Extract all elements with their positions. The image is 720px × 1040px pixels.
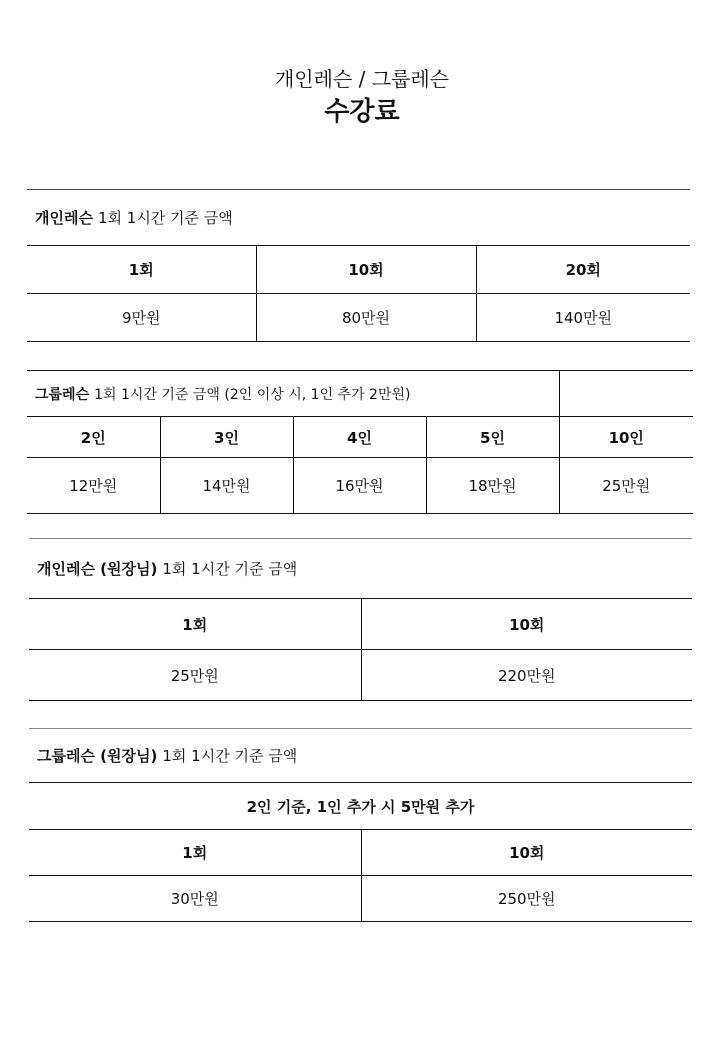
section-heading-label: 개인레슨 — [35, 209, 93, 227]
table-row — [27, 458, 693, 514]
column-header: 1회 — [182, 844, 208, 862]
column-header: 3인 — [160, 417, 293, 458]
section-heading — [27, 189, 690, 245]
price-cell: 9만원 — [121, 309, 161, 327]
column-header: 5인 — [426, 417, 559, 458]
price-cell: 18만원 — [426, 458, 559, 514]
section-heading-detail: 1회 1시간 기준 금액 — [162, 560, 298, 578]
table-row — [29, 650, 692, 701]
page-subtitle: 개인레슨 / 그룹레슨 — [274, 67, 449, 91]
column-header: 10회 — [361, 599, 692, 650]
price-cell: 25만원 — [170, 666, 219, 685]
page-title: 수강료 — [324, 97, 400, 127]
section-heading — [29, 538, 692, 598]
column-header: 1회 — [182, 615, 208, 634]
price-cell: 16만원 — [293, 458, 426, 514]
table-header-row — [27, 246, 690, 294]
price-cell: 80만원 — [256, 294, 476, 342]
table-header-row — [29, 599, 692, 650]
price-cell: 14만원 — [160, 458, 293, 514]
price-cell: 220만원 — [361, 650, 692, 701]
price-cell: 140만원 — [476, 294, 690, 342]
column-header: 1회 — [128, 261, 154, 279]
pricing-note: 2인 기준, 1인 추가 시 5만원 추가 — [29, 782, 692, 829]
table-row — [27, 294, 690, 342]
table-header-row — [29, 830, 692, 876]
section-heading-label: 그룹레슨 — [35, 386, 90, 403]
section-heading-label: 개인레슨 (원장님) — [37, 560, 158, 578]
private-lesson-director-section — [29, 538, 692, 701]
private-lesson-section — [27, 189, 690, 342]
page-header — [0, 64, 720, 129]
column-header: 10회 — [256, 246, 476, 294]
price-table — [27, 245, 690, 342]
section-heading — [27, 370, 693, 416]
section-heading — [29, 728, 692, 782]
column-header: 10회 — [361, 830, 692, 876]
price-cell: 250만원 — [361, 876, 692, 922]
section-heading-text — [27, 371, 559, 417]
section-heading-detail: 1회 1시간 기준 금액 (2인 이상 시, 1인 추가 2만원) — [94, 386, 411, 403]
group-lesson-section — [27, 370, 693, 514]
column-header: 2인 — [80, 428, 106, 447]
price-table — [29, 829, 692, 922]
price-cell: 12만원 — [69, 477, 118, 495]
section-heading-detail: 1회 1시간 기준 금액 — [97, 209, 233, 227]
price-cell: 30만원 — [170, 890, 219, 908]
price-table — [29, 598, 692, 701]
column-header: 20회 — [476, 246, 690, 294]
column-header: 10인 — [559, 417, 693, 458]
section-heading-detail: 1회 1시간 기준 금액 — [162, 747, 298, 765]
table-row — [29, 876, 692, 922]
empty-cell — [559, 371, 693, 417]
price-cell: 25만원 — [559, 458, 693, 514]
table-header-row — [27, 417, 693, 458]
column-header: 4인 — [293, 417, 426, 458]
group-lesson-director-section — [29, 728, 692, 922]
price-table — [27, 416, 693, 514]
section-heading-label: 그룹레슨 (원장님) — [37, 747, 158, 765]
